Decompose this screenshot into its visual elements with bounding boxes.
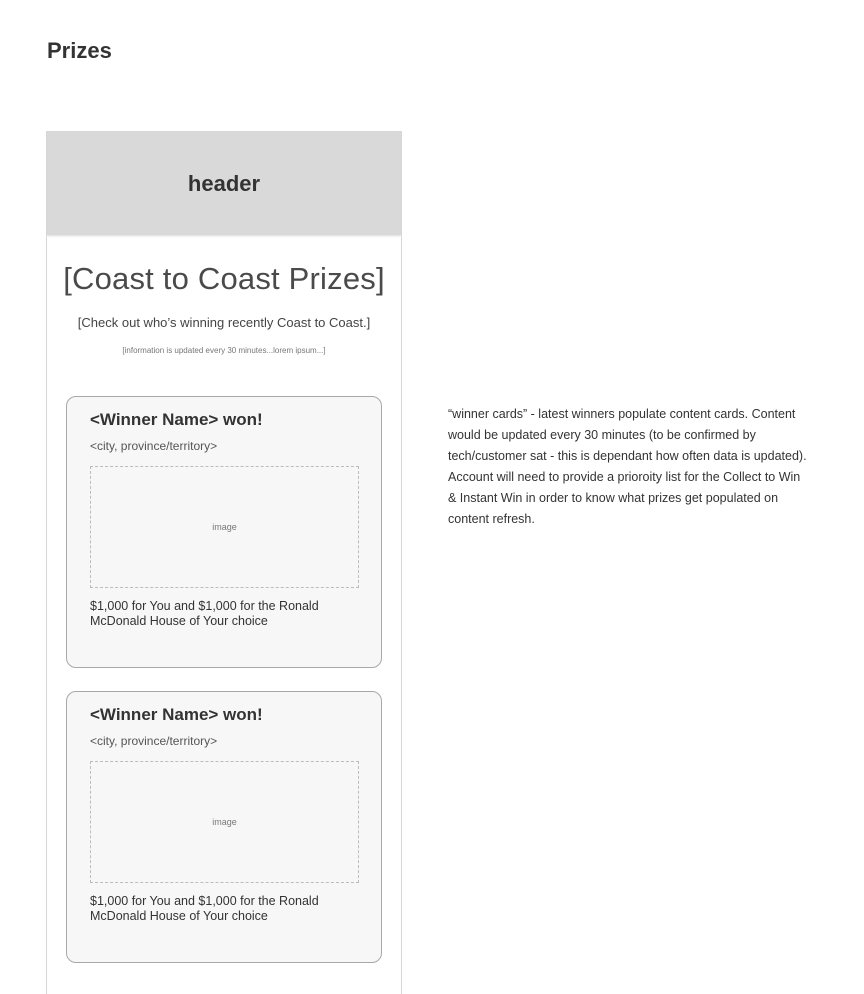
annotation-note: “winner cards” - latest winners populate content cards. Content would be updated every 30 minutes (to be confirmed by tech/customer sat - this is dependant how often data is updated). Account will need to provide a prioroity list for the Collect to Win & Instant Win in order to know what prizes get populated on content refresh. <box>448 407 807 526</box>
winner-card[interactable] <box>66 396 382 668</box>
winner-card[interactable] <box>66 691 382 963</box>
winner-name: <Winner Name> won! <box>90 410 263 429</box>
image-placeholder-label: image <box>212 522 237 532</box>
prize-description: $1,000 for You and $1,000 for the Ronald McDonald House of Your choice <box>90 894 319 923</box>
header-placeholder: header <box>47 132 401 235</box>
mobile-mockup-frame <box>46 131 402 994</box>
winner-location: <city, province/territory> <box>90 439 218 453</box>
prize-description: $1,000 for You and $1,000 for the Ronald McDonald House of Your choice <box>90 599 319 628</box>
section-heading: [Coast to Coast Prizes] <box>63 261 385 296</box>
section-subheading: [Check out who’s winning recently Coast to Coast.] <box>77 315 371 330</box>
image-placeholder <box>90 466 359 588</box>
image-placeholder-label: image <box>212 817 237 827</box>
winner-location: <city, province/territory> <box>90 734 218 748</box>
image-placeholder <box>90 761 359 883</box>
winner-name: <Winner Name> won! <box>90 705 263 724</box>
update-note: [information is updated every 30 minutes...lorem ipsum...] <box>122 346 326 355</box>
page-title: Prizes <box>47 38 112 63</box>
